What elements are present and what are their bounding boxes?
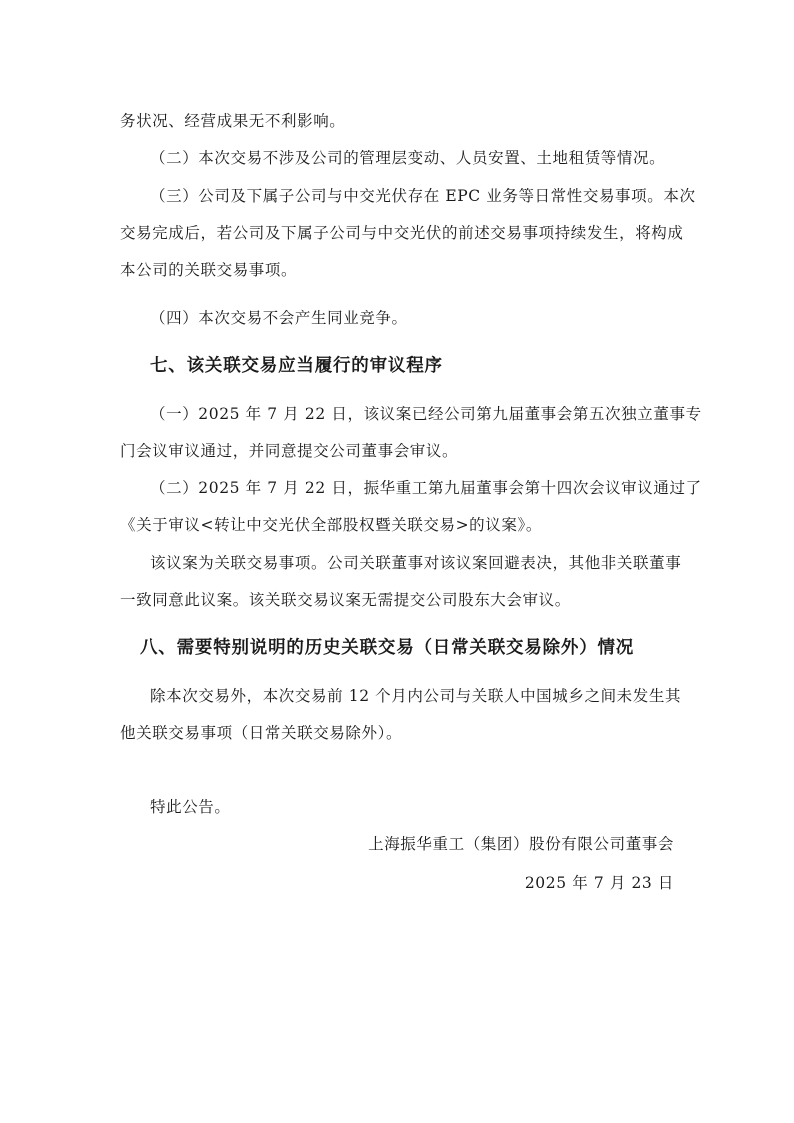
date-line: 2025 年 7 月 23 日 [524, 874, 674, 892]
paragraph-line: 交易完成后，若公司及下属子公司与中交光伏的前述交易事项持续发生，将构成 [120, 224, 684, 242]
paragraph-line: 务状况、经营成果无不利影响。 [120, 112, 346, 130]
paragraph-line: （三）公司及下属子公司与中交光伏存在 EPC 业务等日常性交易事项。本次 [150, 187, 696, 205]
paragraph-line: （二）本次交易不涉及公司的管理层变动、人员安置、土地租赁等情况。 [150, 149, 666, 167]
section-heading-8: 八、需要特别说明的历史关联交易（日常关联交易除外）情况 [140, 638, 635, 658]
signature-line: 上海振华重工（集团）股份有限公司董事会 [368, 835, 674, 853]
paragraph-line: （一）2025 年 7 月 22 日，该议案已经公司第九届董事会第五次独立董事专 [150, 405, 702, 423]
paragraph-line: 门会议审议通过，并同意提交公司董事会审议。 [120, 442, 459, 460]
paragraph-line: 除本次交易外，本次交易前 12 个月内公司与关联人中国城乡之间未发生其 [150, 687, 682, 705]
closing-notice: 特此公告。 [150, 798, 231, 816]
paragraph-line: 他关联交易事项（日常关联交易除外）。 [120, 724, 403, 742]
paragraph-line: （四）本次交易不会产生同业竞争。 [150, 309, 408, 327]
paragraph-line: 本公司的关联交易事项。 [120, 261, 298, 279]
section-heading-7: 七、该关联交易应当履行的审议程序 [150, 356, 443, 376]
paragraph-line: 一致同意此议案。该关联交易议案无需提交公司股东大会审议。 [120, 591, 571, 609]
paragraph-line: （二）2025 年 7 月 22 日，振华重工第九届董事会第十四次会议审议通过了 [150, 479, 702, 497]
paragraph-line: 《关于审议<转让中交光伏全部股权暨关联交易>的议案》。 [120, 516, 542, 534]
paragraph-line: 该议案为关联交易事项。公司关联董事对该议案回避表决，其他非关联董事 [150, 554, 682, 572]
